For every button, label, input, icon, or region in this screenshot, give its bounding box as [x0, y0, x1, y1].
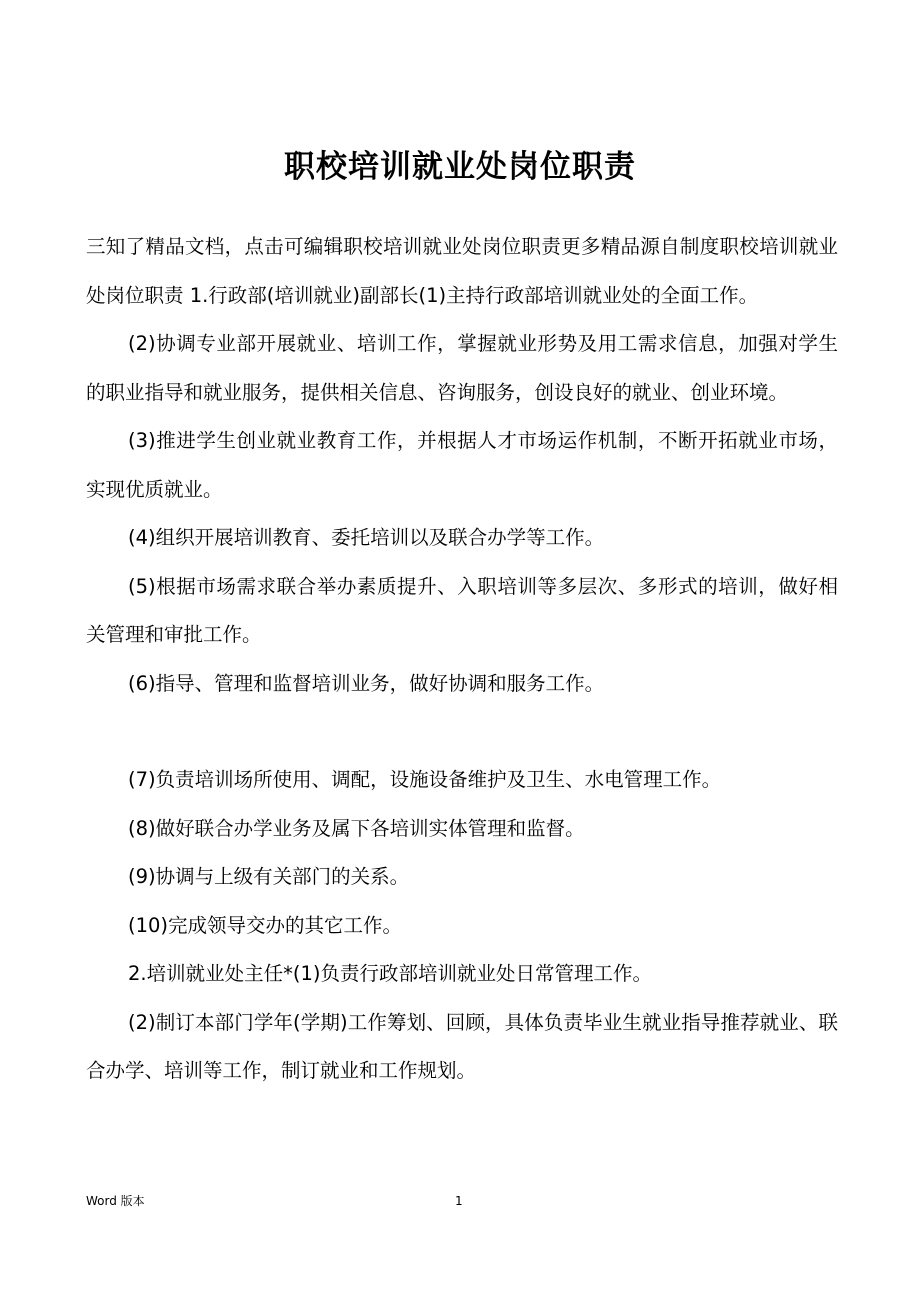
paragraph-item-5: (5)根据市场需求联合举办素质提升、入职培训等多层次、多形式的培训，做好相关管理和审批工作。 [86, 574, 838, 646]
document-title: 职校培训就业处岗位职责 [284, 149, 636, 185]
paragraph-item-6: (6)指导、管理和监督培训业务，做好协调和服务工作。 [128, 671, 605, 695]
paragraph-intro: 三知了精品文档，点击可编辑职校培训就业处岗位职责更多精品源自制度职校培训就业处岗位职责 1.行政部(培训就业)副部长(1)主持行政部培训就业处的全面工作。 [86, 235, 838, 307]
paragraph-item-10: (10)完成领导交办的其它工作。 [128, 913, 403, 937]
paragraph-item-9: (9)协调与上级有关部门的关系。 [128, 865, 410, 888]
paragraph-item-8: (8)做好联合办学业务及属下各培训实体管理和监督。 [128, 816, 585, 840]
document-body [86, 223, 838, 1096]
paragraph-spacer [86, 708, 838, 756]
paragraph-director-1: 2.培训就业处主任*(1)负责行政部培训就业处日常管理工作。 [128, 962, 652, 985]
paragraph-item-7: (7)负责培训场所使用、调配，设施设备维护及卫生、水电管理工作。 [128, 768, 722, 791]
paragraph-item-4: (4)组织开展培训教育、委托培训以及联合办学等工作。 [128, 526, 605, 549]
paragraph-item-2: (2)协调专业部开展就业、培训工作，掌握就业形势及用工需求信息，加强对学生的职业指导和就业服务，提供相关信息、咨询服务，创设良好的就业、创业环境。 [86, 332, 838, 404]
page-number: 1 [455, 1194, 463, 1208]
paragraph-director-2: (2)制订本部门学年(学期)工作筹划、回顾，具体负责毕业生就业指导推荐就业、联合办学、培训等工作，制订就业和工作规划。 [86, 1010, 838, 1082]
footer-label: Word 版本 [86, 1194, 145, 1208]
paragraph-item-3: (3)推进学生创业就业教育工作，并根据人才市场运作机制，不断开拓就业市场，实现优质就业。 [86, 429, 838, 501]
